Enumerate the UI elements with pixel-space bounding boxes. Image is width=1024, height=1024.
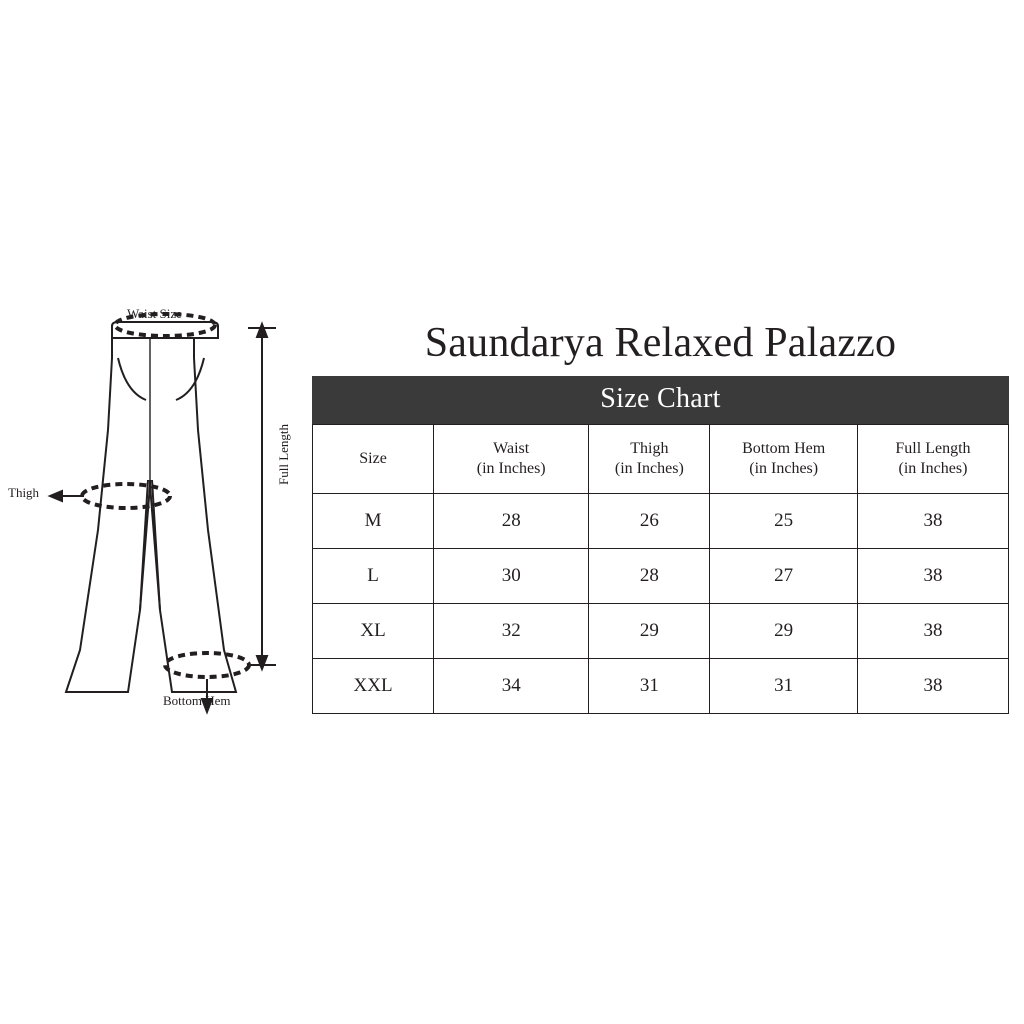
cell-full-length: 38 [857, 659, 1008, 714]
table-row [313, 494, 1009, 549]
table-row [313, 659, 1009, 714]
cell-size: XL [313, 604, 434, 659]
cell-thigh: 28 [589, 549, 710, 604]
palazzo-illustration [0, 280, 300, 720]
cell-bottom-hem: 31 [710, 659, 858, 714]
cell-thigh: 31 [589, 659, 710, 714]
cell-waist: 28 [434, 494, 589, 549]
table-header-row [313, 425, 1009, 494]
cell-full-length: 38 [857, 549, 1008, 604]
column-header-bottom-hem-unit: (in Inches) [749, 460, 819, 478]
waist-size-label: Waist Size [127, 306, 182, 321]
column-header-full-length-label: Full Length [895, 440, 971, 458]
full-length-arrow-head-top [257, 324, 267, 337]
full-length-label: Full Length [276, 423, 291, 485]
cell-size: XXL [313, 659, 434, 714]
column-header-thigh-label: Thigh [630, 440, 669, 458]
thigh-label: Thigh [8, 485, 40, 500]
pants-outline [66, 338, 236, 692]
bottom-hem-measure-ellipse [165, 653, 249, 677]
column-header-full-length-unit: (in Inches) [898, 460, 968, 478]
table-row [313, 549, 1009, 604]
size-chart-panel [312, 320, 1009, 714]
column-header-full-length [857, 425, 1008, 494]
cell-waist: 34 [434, 659, 589, 714]
thigh-arrow-head [50, 491, 62, 501]
cell-waist: 32 [434, 604, 589, 659]
cell-bottom-hem: 25 [710, 494, 858, 549]
column-header-size [313, 425, 434, 494]
cell-bottom-hem: 27 [710, 549, 858, 604]
cell-full-length: 38 [857, 604, 1008, 659]
table-body [313, 494, 1009, 714]
table-head [313, 425, 1009, 494]
column-header-thigh-unit: (in Inches) [614, 460, 684, 478]
cell-waist: 30 [434, 549, 589, 604]
cell-size: L [313, 549, 434, 604]
size-chart-header: Size Chart [312, 376, 1009, 424]
column-header-bottom-hem [710, 425, 858, 494]
thigh-measure-ellipse [82, 484, 170, 508]
bottom-hem-label: Bottom Hem [163, 693, 231, 708]
cell-bottom-hem: 29 [710, 604, 858, 659]
column-header-bottom-hem-label: Bottom Hem [742, 440, 826, 458]
page-title: Saundarya Relaxed Palazzo [424, 320, 897, 366]
cell-thigh: 26 [589, 494, 710, 549]
full-length-arrow-head-bottom [257, 656, 267, 669]
column-header-waist-unit: (in Inches) [476, 460, 546, 478]
cell-thigh: 29 [589, 604, 710, 659]
column-header-thigh [589, 425, 710, 494]
column-header-waist-label: Waist [493, 440, 530, 458]
palazzo-diagram [0, 280, 300, 720]
left-pocket [118, 358, 146, 400]
cell-size: M [313, 494, 434, 549]
table-row [313, 604, 1009, 659]
column-header-waist [434, 425, 589, 494]
column-header-size-label: Size [359, 450, 387, 468]
cell-full-length: 38 [857, 494, 1008, 549]
size-chart-table [312, 424, 1009, 714]
right-pocket [176, 358, 204, 400]
